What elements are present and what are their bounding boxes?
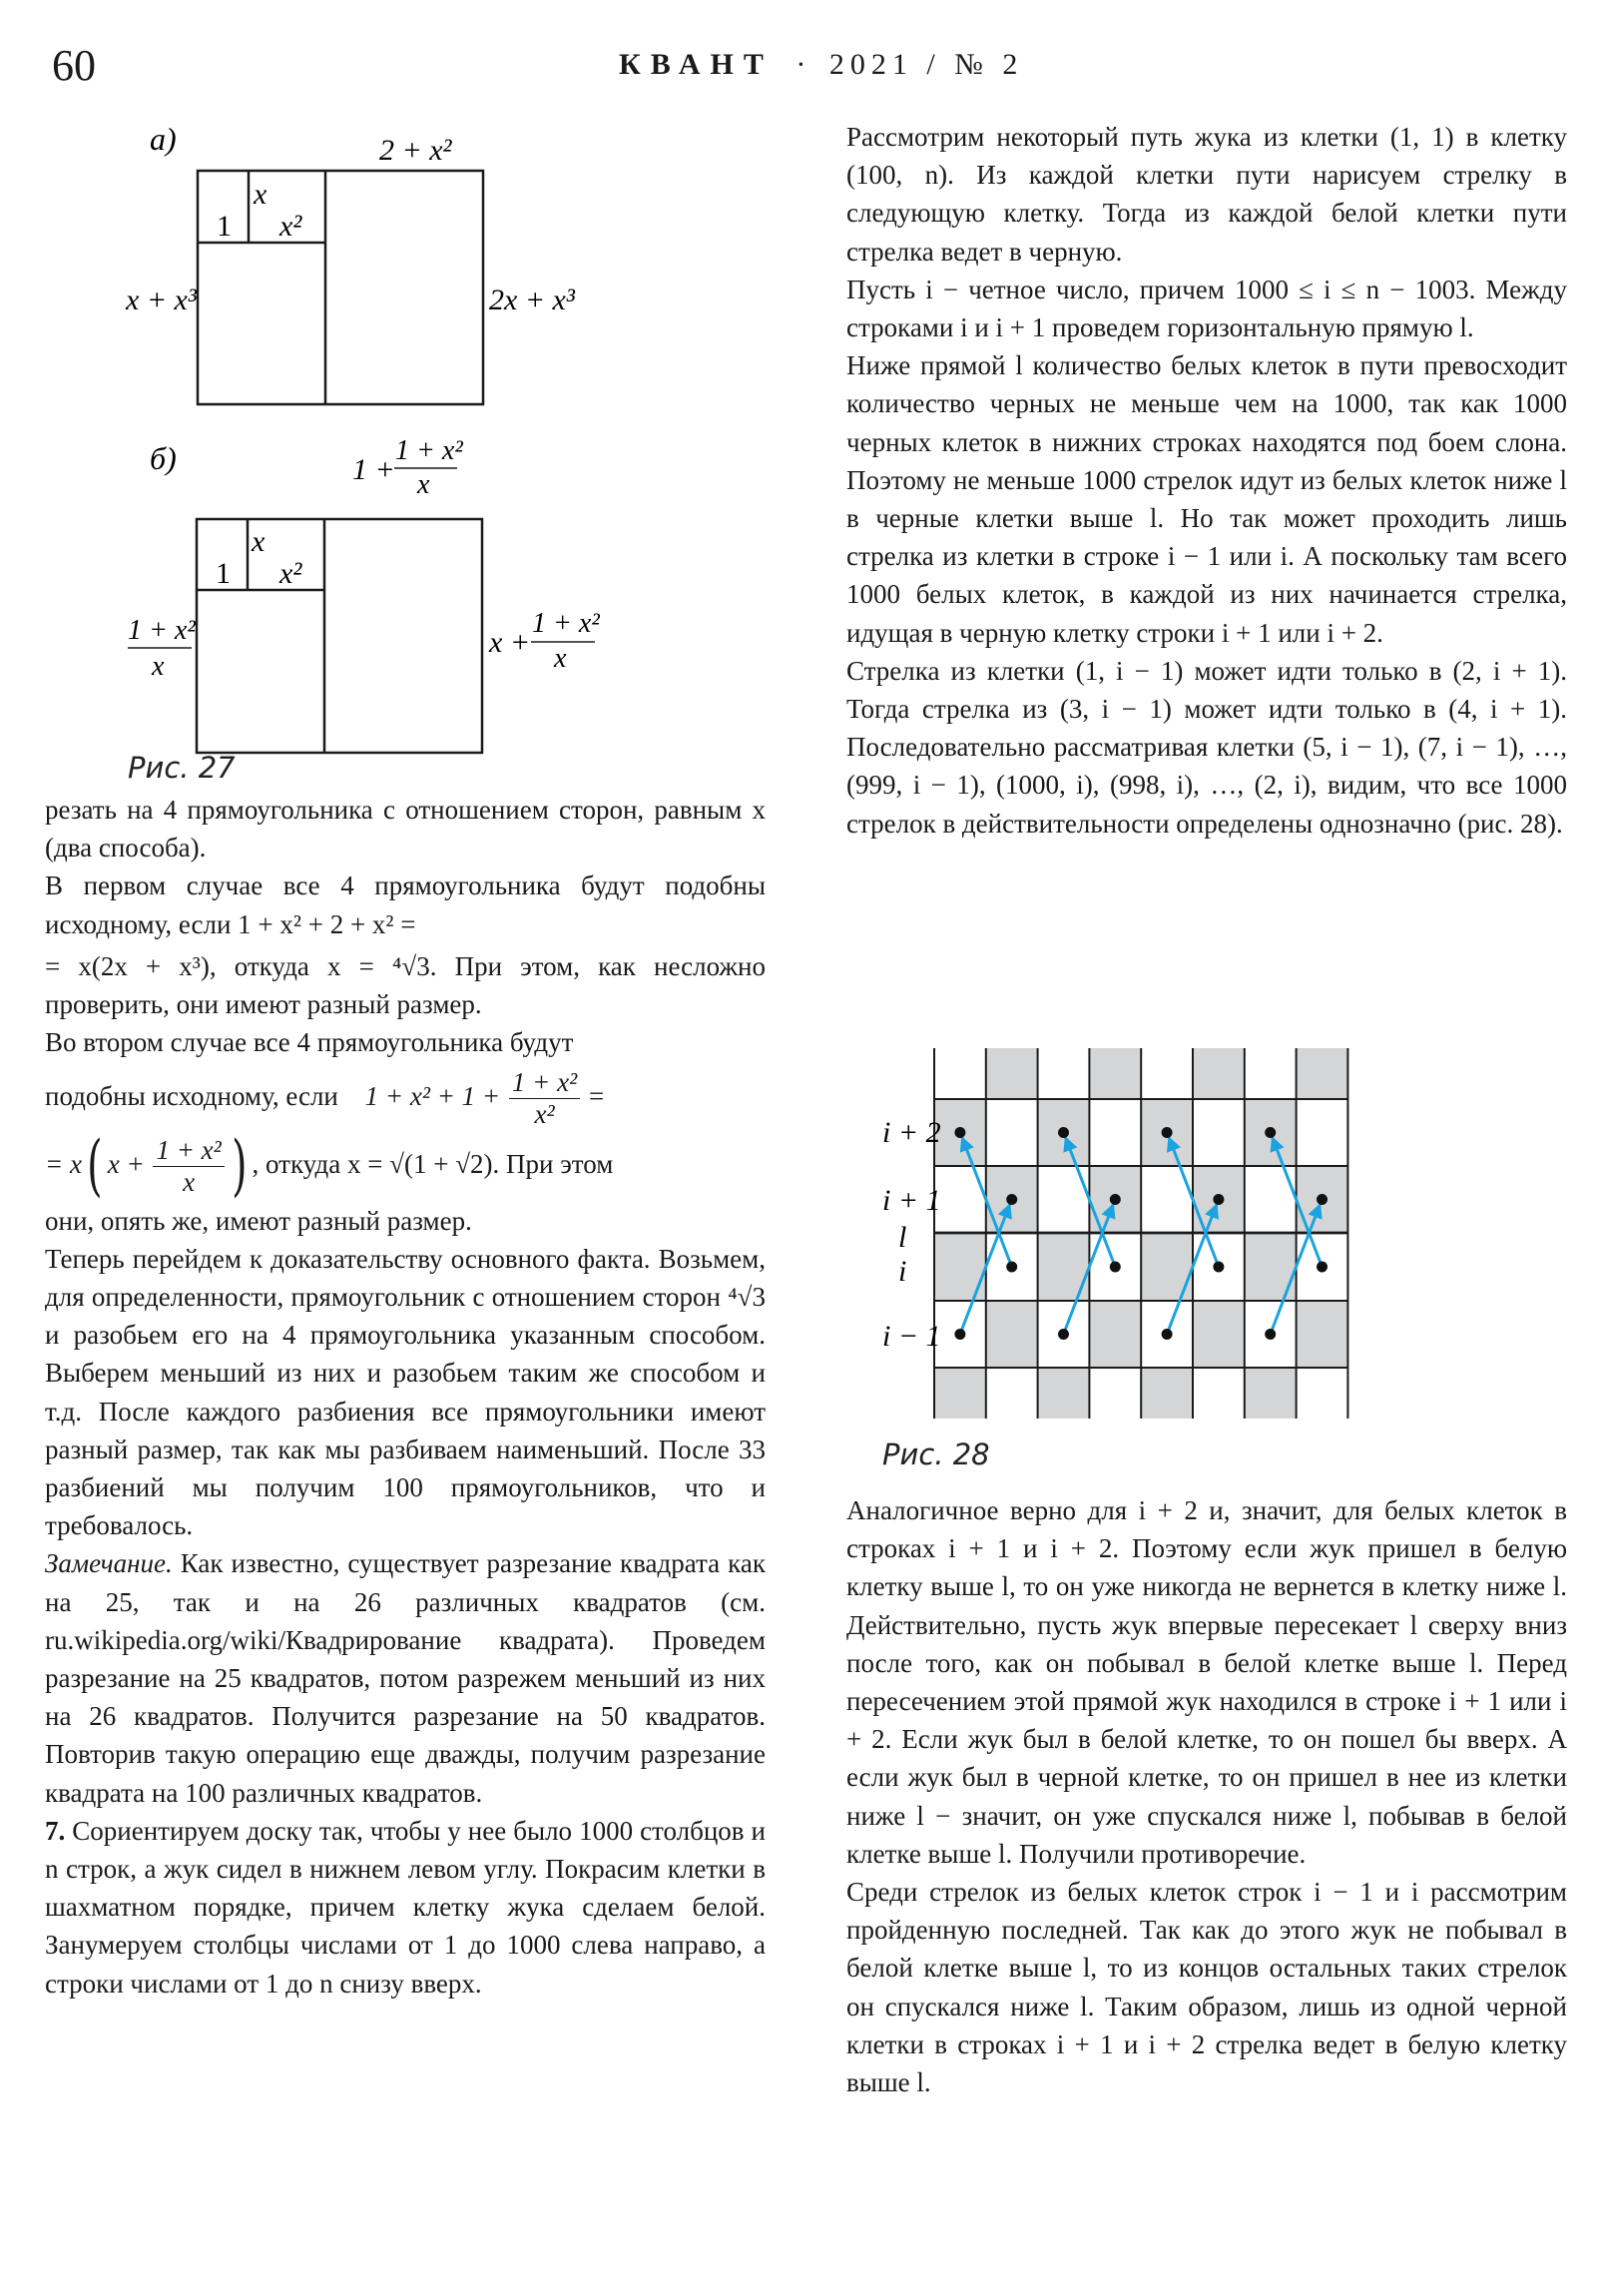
- problem-text: Сориентируем доску так, чтобы у нее было 1000 столбцов и n строк, а жук сидел в нижнем левом углу. Покрасим клетки в шахматном порядке, причем клетку жука сделаем белой. Занумеруем столбцы числами от 1 до 1000 слева направо, а строки числами от 1 до n снизу вверх.: [45, 1815, 766, 1999]
- gray-cell: [1038, 1368, 1090, 1419]
- panel-b-top-num: 1 + x²: [395, 435, 463, 466]
- cell-dot: [1213, 1262, 1224, 1273]
- right-column-bottom: [846, 1491, 1567, 2101]
- right-paren: ): [231, 1127, 248, 1205]
- text-span: , откуда x = √(1 + √2). При этом: [252, 1148, 614, 1179]
- panel-a-outer-rect: [198, 171, 483, 404]
- white-cell: [1193, 1099, 1245, 1166]
- panel-b-top-den: x: [417, 469, 430, 500]
- figure-28-caption: Рис. 28: [882, 1437, 990, 1471]
- gray-cell: [1193, 1048, 1245, 1099]
- running-head: [619, 48, 1023, 82]
- equation-line: подобны исходному, если 1 + x² + 1 + $\frac{\text{1 + x²}}{\text{x²}}$ =: [45, 1067, 605, 1130]
- right-column-top: [846, 118, 1567, 843]
- row-label-i-minus-1: i − 1: [882, 1320, 941, 1353]
- gray-cell: [1297, 1048, 1348, 1099]
- figure-27-caption: Рис. 27: [128, 751, 236, 785]
- white-cell: [1141, 1048, 1193, 1099]
- header-separator: ·: [796, 48, 807, 81]
- row-label-i-plus-2: i + 2: [882, 1116, 941, 1149]
- cell-dot: [1058, 1127, 1069, 1138]
- left-column: [45, 791, 766, 2003]
- panel-b-right-prefix: x +: [489, 626, 531, 659]
- figure-28: [878, 1038, 1557, 1437]
- page-number: 60: [52, 41, 96, 90]
- cell-dot: [1265, 1329, 1276, 1340]
- cell-dot: [1110, 1194, 1121, 1205]
- fraction-denominator: x²: [534, 1099, 555, 1130]
- gray-cell: [934, 1368, 986, 1419]
- panel-b-cell-one: 1: [216, 557, 231, 590]
- paragraph: они, опять же, имеют разный размер.: [45, 1205, 472, 1236]
- paragraph: Рассмотрим некоторый путь жука из клетки (1, 1) в клетку (100, n). Из каждой клетки пути нарисуем стрелку в следующую клетку. Тогда из каждой белой клетки пути стрелка ведет в черную.: [846, 122, 1567, 267]
- panel-a-cell-one: 1: [217, 210, 232, 243]
- paragraph: = x(2x + x³), откуда x = ⁴√3. При этом, как несложно проверить, они имеют разный размер.: [45, 950, 766, 1020]
- panel-b-cell-x: x: [252, 525, 266, 558]
- paragraph: В первом случае все 4 прямоугольника будут подобны исходному, если 1 + x² + 2 + x² =: [45, 870, 766, 939]
- cell-dot: [954, 1329, 965, 1340]
- problem-number: 7.: [45, 1815, 66, 1846]
- cell-dot: [1058, 1329, 1069, 1340]
- magazine-title: КВАНТ: [619, 48, 774, 81]
- gray-cell: [1089, 1301, 1141, 1368]
- panel-a-right-dim: 2x + x³: [489, 284, 575, 316]
- gray-cell: [1297, 1301, 1348, 1368]
- fraction-denominator: x: [183, 1166, 196, 1197]
- remark-label: Замечание.: [45, 1548, 173, 1579]
- gray-cell: [1245, 1368, 1297, 1419]
- panel-a-cell-x2: x²: [279, 210, 302, 243]
- gray-cell: [986, 1048, 1038, 1099]
- white-cell: [986, 1368, 1038, 1419]
- panel-b-outer-rect: [197, 519, 482, 753]
- row-label-i: i: [898, 1255, 907, 1288]
- paragraph: Теперь перейдем к доказательству основного факта. Возьмем, для определенности, прямоугольник с отношением сторон ⁴√3 и разобьем его на 4 прямоугольника указанным способом. Выберем меньший из них и разобьем таким же способом и т.д. После каждого разбиения все прямоугольники имеют разный размер, так как мы разбиваем наименьший. После 33 разбиений мы получим 100 прямоугольников, что и требовалось.: [45, 1243, 766, 1541]
- issue-number: 2021 / № 2: [828, 48, 1024, 81]
- remark-text: Как известно, существует разрезание квадрата как на 25, так и на 26 различных квадратов (см. ru.wikipedia.org/wiki/Квадрирование квадрата). Проведем разрезание на 25 квадратов, потом разрежем меньший из них на 26 квадратов. Получится разрезание на 50 квадратов. Повторив такую операцию еще дважды, получим разрезание квадрата на 100 различных квадратов.: [45, 1548, 766, 1808]
- math-span: = x: [45, 1148, 82, 1179]
- white-cell: [1245, 1048, 1297, 1099]
- white-cell: [1297, 1368, 1348, 1419]
- panel-b-cell-x2: x²: [279, 557, 302, 590]
- paragraph: Во втором случае все 4 прямоугольника будут: [45, 1027, 574, 1058]
- figure-27-panel-b: [128, 435, 600, 753]
- fraction-numerator: 1 + x²: [509, 1067, 580, 1099]
- paragraph: резать на 4 прямоугольника с отношением сторон, равным x (два способа).: [45, 795, 766, 863]
- cell-dot: [1110, 1262, 1121, 1273]
- white-cell: [1038, 1048, 1090, 1099]
- equation-line: [45, 1127, 766, 1205]
- figure-27-panel-a: [125, 121, 576, 404]
- row-label-i-plus-1: i + 1: [882, 1184, 941, 1217]
- white-cell: [1297, 1099, 1348, 1166]
- math-span: x +: [107, 1148, 145, 1179]
- panel-b-label: б): [150, 440, 177, 476]
- gray-cell: [986, 1301, 1038, 1368]
- paragraph: Аналогичное верно для i + 2 и, значит, для белых клеток в строках i + 1 и i + 2. Поэтому если жук пришел в белую клетку выше l, то он уже никогда не вернется в клетку ниже l. Действительно, пусть жук впервые пересекает l сверху вниз после того, как он побывал в белой клетке выше l. Перед пересечением этой прямой жук находился в строке i + 1 или i + 2. Если жук был в белой клетке, то он пошел бы вверх. А если жук был в черной клетке, то он пришел в нее из клетки ниже l − значит, он уже спускался ниже l, побывав в белой клетке выше l. Получили противоречие.: [846, 1495, 1567, 1869]
- fraction: [153, 1135, 224, 1198]
- cell-dot: [1006, 1262, 1017, 1273]
- figure-27: [100, 110, 719, 799]
- math-span: 1 + x² + 1 +: [364, 1081, 501, 1112]
- gray-cell: [1193, 1301, 1245, 1368]
- panel-a-left-dim: x + x³: [126, 284, 197, 316]
- fraction: [509, 1067, 580, 1130]
- cell-dot: [1162, 1127, 1173, 1138]
- paragraph: Среди стрелок из белых клеток строк i − 1 и i рассмотрим пройденную последней. Так как до этого жук не побывал в белой клетке выше l, то из концов остальных таких стрелок он спускался ниже l. Таким образом, лишь из одной черной клетки в строках i + 1 и i + 2 стрелка ведет в белую клетку выше l.: [846, 1877, 1567, 2098]
- white-cell: [1193, 1368, 1245, 1419]
- gray-cell: [1141, 1368, 1193, 1419]
- cell-dot: [1006, 1194, 1017, 1205]
- gray-cell: [1089, 1048, 1141, 1099]
- left-paren: (: [87, 1127, 103, 1205]
- fraction-numerator: 1 + x²: [153, 1135, 224, 1167]
- panel-b-right-den: x: [554, 643, 567, 674]
- paragraph: Ниже прямой l количество белых клеток в пути превосходит количество черных не меньше чем на 1000, так как 1000 черных клеток в нижних строках находятся под боем слона. Поэтому не меньше 1000 стрелок идут из белых клеток ниже l в черные клетки выше l. Но так может проходить лишь стрелка из клетки в строке i − 1 или i. А поскольку там всего 1000 белых клеток, в каждой из них начинается стрелка, идущая в черную клетку строки i + 1 или i + 2.: [846, 350, 1567, 648]
- problem-paragraph: [45, 1812, 766, 2003]
- row-label-l: l: [898, 1221, 907, 1254]
- panel-b-left-num: 1 + x²: [128, 615, 196, 646]
- white-cell: [1089, 1099, 1141, 1166]
- cell-dot: [1317, 1262, 1328, 1273]
- white-cell: [986, 1099, 1038, 1166]
- cell-dot: [1213, 1194, 1224, 1205]
- panel-b-left-den: x: [152, 651, 165, 682]
- panel-a-cell-x: x: [254, 178, 267, 211]
- panel-b-top-prefix: 1 +: [352, 453, 395, 486]
- white-cell: [934, 1048, 986, 1099]
- cell-dot: [1162, 1329, 1173, 1340]
- paragraph: Пусть i − четное число, причем 1000 ≤ i ≤ n − 1003. Между строками i и i + 1 проведем горизонтальную прямую l.: [846, 274, 1567, 343]
- cell-dot: [1317, 1194, 1328, 1205]
- text-span: подобны исходному, если: [45, 1081, 338, 1112]
- panel-b-right-num: 1 + x²: [532, 608, 600, 639]
- paragraph: Стрелка из клетки (1, i − 1) может идти только в (2, i + 1). Тогда стрелка из (3, i − 1) может идти только в (4, i + 1). Последовательно рассматривая клетки (5, i − 1), (7, i − 1), …, (999, i − 1), (1000, i), (998, i), …, (2, i), видим, что все 1000 стрелок в действительности определены однозначно (рис. 28).: [846, 655, 1567, 839]
- panel-a-label: а): [150, 121, 177, 157]
- remark-paragraph: [45, 1544, 766, 1811]
- row-labels: [882, 1116, 941, 1353]
- cell-dot: [954, 1127, 965, 1138]
- cell-dot: [1265, 1127, 1276, 1138]
- white-cell: [1089, 1368, 1141, 1419]
- panel-a-top-dim: 2 + x²: [379, 134, 452, 167]
